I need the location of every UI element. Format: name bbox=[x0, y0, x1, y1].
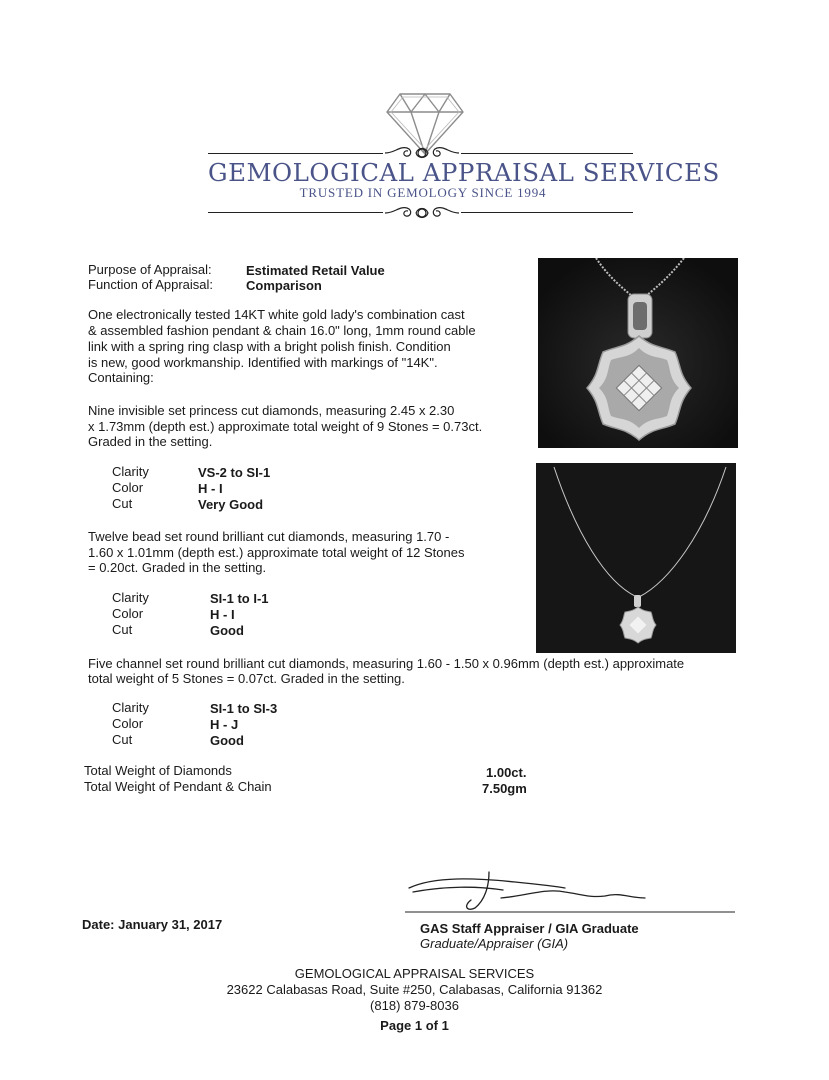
grade-label: Cut bbox=[112, 496, 133, 511]
stone-group-line: Five channel set round brilliant cut diamonds, measuring 1.60 - 1.50 x 0.96mm (depth est.) approximate bbox=[88, 656, 685, 671]
grade-label: Cut bbox=[112, 622, 133, 637]
grade-value: H - I bbox=[210, 607, 235, 622]
description-line: link with a spring ring clasp with a bright polish finish. Condition bbox=[88, 339, 451, 354]
grade-value: H - I bbox=[198, 481, 223, 496]
description-line: & assembled fashion pendant & chain 16.0" long, 1mm round cable bbox=[88, 323, 476, 338]
page-number: Page 1 of 1 bbox=[380, 1018, 449, 1033]
description-line: Containing: bbox=[88, 370, 154, 385]
grade-value: VS-2 to SI-1 bbox=[198, 465, 271, 480]
purpose-label: Purpose of Appraisal: bbox=[88, 262, 212, 277]
appraiser-signature bbox=[405, 868, 735, 918]
footer-address: 23622 Calabasas Road, Suite #250, Calabasas, California 91362 bbox=[226, 982, 603, 997]
grade-label: Color bbox=[112, 480, 144, 495]
brand-title: GEMOLOGICAL APPRAISAL SERVICES bbox=[208, 158, 720, 187]
stone-group-line: = 0.20ct. Graded in the setting. bbox=[88, 560, 267, 575]
function-value: Comparison bbox=[246, 278, 322, 293]
grade-value: Good bbox=[210, 733, 244, 748]
grade-value: Very Good bbox=[198, 497, 264, 512]
total-pendant-label: Total Weight of Pendant & Chain bbox=[84, 779, 272, 794]
grade-label: Clarity bbox=[112, 590, 149, 605]
pendant-with-chain-photo bbox=[536, 463, 736, 653]
grade-label: Color bbox=[112, 716, 144, 731]
grade-label: Clarity bbox=[112, 464, 149, 479]
function-label: Function of Appraisal: bbox=[88, 277, 214, 292]
grade-value: SI-1 to I-1 bbox=[210, 591, 269, 606]
grade-label: Color bbox=[112, 606, 144, 621]
footer-phone: (818) 879-8036 bbox=[370, 998, 459, 1013]
stone-group-line: Nine invisible set princess cut diamonds, measuring 2.45 x 2.30 bbox=[88, 403, 455, 418]
appraisal-date: Date: January 31, 2017 bbox=[82, 917, 223, 932]
stone-group-line: Twelve bead set round brilliant cut diamonds, measuring 1.70 - bbox=[88, 529, 450, 544]
brand-tagline: TRUSTED IN GEMOLOGY SINCE 1994 bbox=[299, 185, 547, 200]
footer-company: GEMOLOGICAL APPRAISAL SERVICES bbox=[294, 966, 535, 981]
header-rule-top bbox=[461, 153, 633, 154]
grade-label: Clarity bbox=[112, 700, 149, 715]
grade-label: Cut bbox=[112, 732, 133, 747]
stone-group-line: total weight of 5 Stones = 0.07ct. Graded in the setting. bbox=[88, 671, 405, 686]
header-rule-top bbox=[208, 153, 383, 154]
description-line: is new, good workmanship. Identified with markings of "14K". bbox=[88, 355, 438, 370]
appraiser-subtitle: Graduate/Appraiser (GIA) bbox=[420, 936, 569, 951]
appraiser-title: GAS Staff Appraiser / GIA Graduate bbox=[420, 921, 639, 936]
grade-value: H - J bbox=[210, 717, 239, 732]
stone-group-line: 1.60 x 1.01mm (depth est.) approximate total weight of 12 Stones bbox=[88, 545, 465, 560]
grade-value: Good bbox=[210, 623, 244, 638]
header-rule-bottom bbox=[208, 212, 383, 213]
grade-value: SI-1 to SI-3 bbox=[210, 701, 278, 716]
total-pendant-value: 7.50gm bbox=[482, 781, 527, 796]
total-diamonds-value: 1.00ct. bbox=[486, 765, 527, 780]
stone-group-line: Graded in the setting. bbox=[88, 434, 213, 449]
total-diamonds-label: Total Weight of Diamonds bbox=[84, 763, 232, 778]
pendant-closeup-photo bbox=[538, 258, 738, 448]
description-line: One electronically tested 14KT white gold lady's combination cast bbox=[88, 307, 465, 322]
purpose-value: Estimated Retail Value bbox=[246, 263, 385, 278]
flourish-ornament-icon bbox=[383, 202, 461, 224]
header-rule-bottom bbox=[461, 212, 633, 213]
stone-group-line: x 1.73mm (depth est.) approximate total weight of 9 Stones = 0.73ct. bbox=[88, 419, 483, 434]
